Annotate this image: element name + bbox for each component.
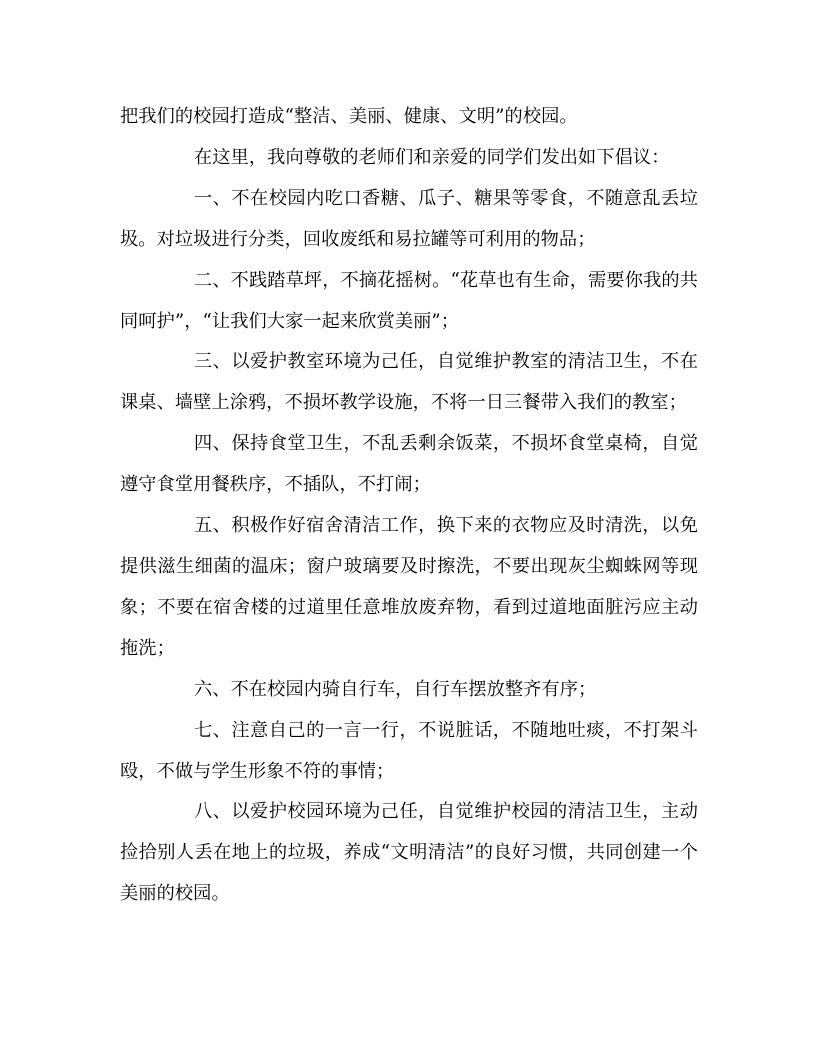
paragraph-item-7: 七、注意自己的一言一行，不说脏话，不随地吐痰，不打架斗殴，不做与学生形象不符的事情；: [120, 719, 698, 782]
paragraph-item-6: 六、不在校园内骑自行车，自行车摆放整齐有序；: [194, 678, 597, 700]
paragraph-item-5: 五、积极作好宿舍清洁工作，换下来的衣物应及时清洗，以免提供滋生细菌的温床；窗户玻璃要及时擦洗，不要出现灰尘蜘蛛网等现象；不要在宿舍楼的过道里任意堆放废弃物，看到过道地面脏污应主动拖洗；: [120, 515, 698, 659]
document-page: [120, 97, 698, 915]
paragraph-item-2: 二、不践踏草坪，不摘花摇树。“花草也有生命，需要你我的共同呵护”，“让我们大家一起来欣赏美丽”；: [120, 269, 698, 332]
paragraph-item-8: 八、以爱护校园环境为己任，自觉维护校园的清洁卫生，主动捡拾别人丢在地上的垃圾，养成“文明清洁”的良好习惯，共同创建一个美丽的校园。: [120, 801, 698, 905]
paragraph-item-4: 四、保持食堂卫生，不乱丢剩余饭菜，不损坏食堂桌椅，自觉遵守食堂用餐秩序，不插队，不打闹；: [120, 433, 698, 496]
paragraph-item-3: 三、以爱护教室环境为己任，自觉维护教室的清洁卫生，不在课桌、墙壁上涂鸦，不损坏教学设施，不将一日三餐带入我们的教室；: [120, 351, 698, 414]
paragraph-initiative-intro: 在这里，我向尊敬的老师们和亲爱的同学们发出如下倡议：: [194, 146, 670, 168]
paragraph-continuation: 把我们的校园打造成“整洁、美丽、健康、文明”的校园。: [120, 106, 578, 127]
paragraph-item-1: 一、不在校园内吃口香糖、瓜子、糖果等零食，不随意乱丢垃圾。对垃圾进行分类，回收废纸和易拉罐等可利用的物品；: [120, 187, 698, 250]
